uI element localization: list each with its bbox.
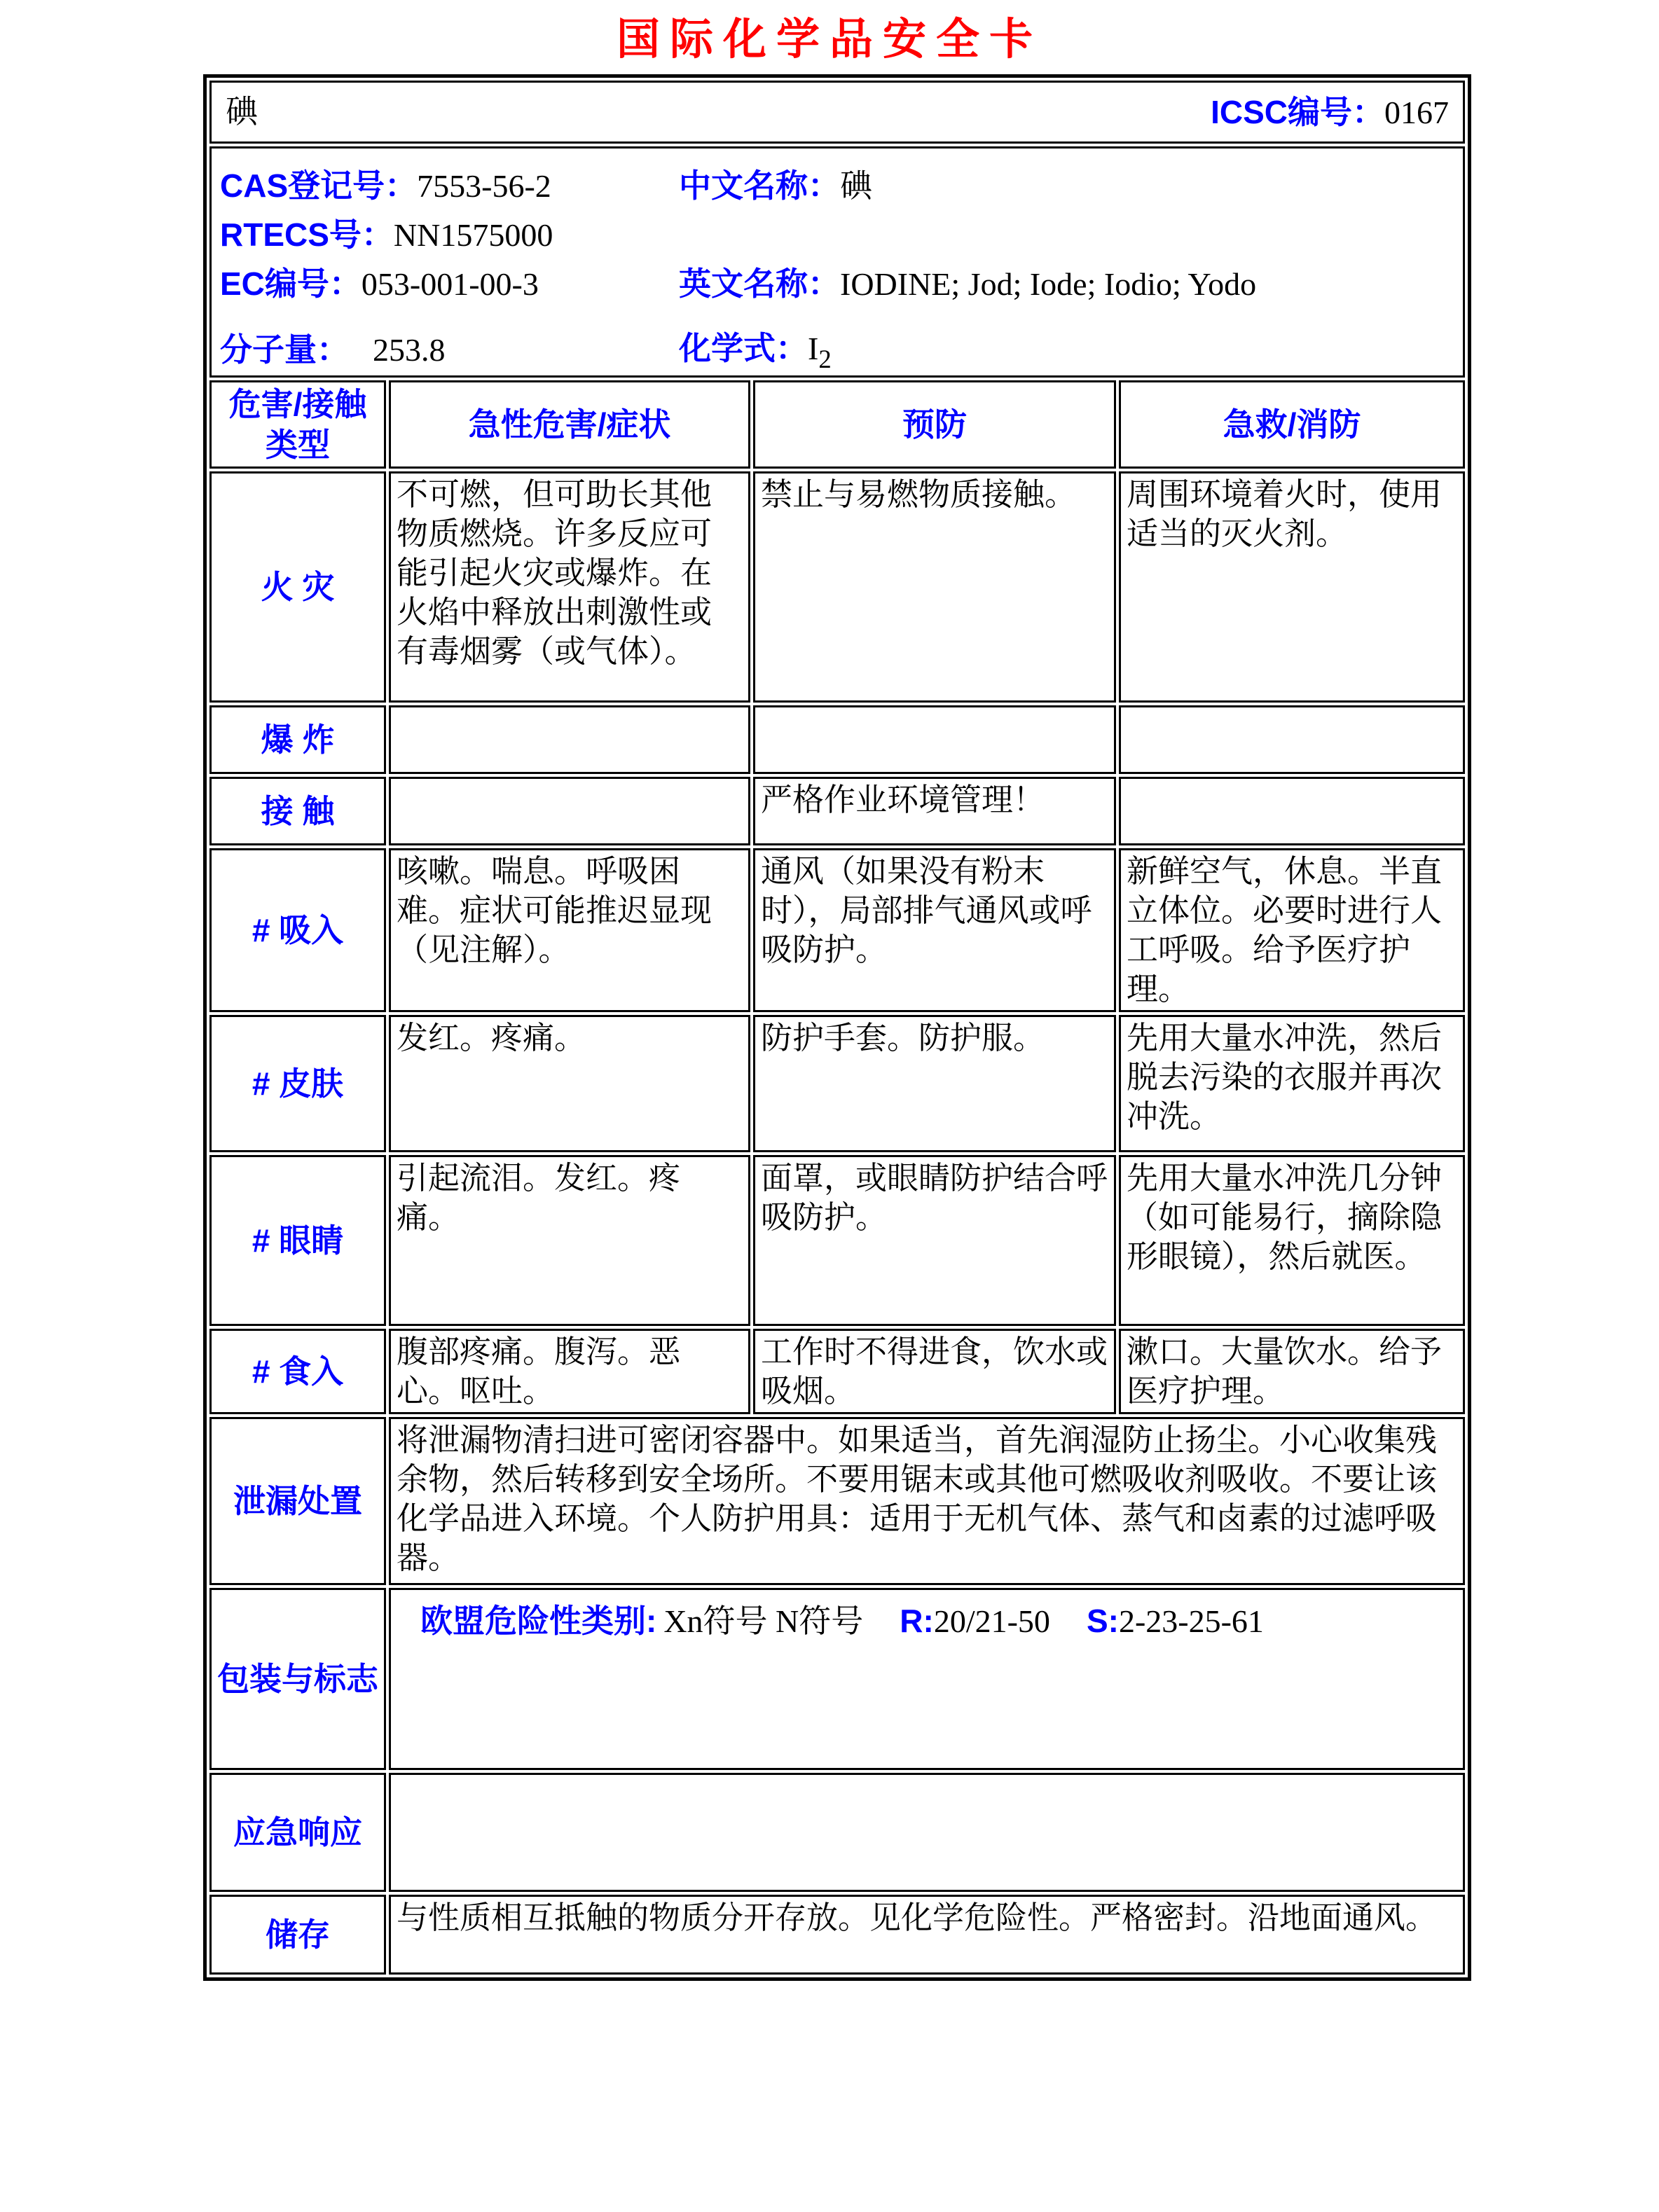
row-exposure [209,777,1465,845]
exposure-firstaid-cell [1119,777,1465,845]
header-prevention: 预防 [753,380,1116,469]
formula-subscript: 2 [818,345,832,374]
r-phrases-value: 20/21-50 [933,1603,1050,1639]
explosion-type-label: 爆 炸 [209,705,386,774]
skin-hazards-cell: 发红。疼痛。 [389,1015,750,1152]
emergency-label: 应急响应 [209,1773,386,1892]
cn-name-label: 中文名称： [679,167,840,204]
molweight-label: 分子量： [220,331,349,368]
molweight-formula-line [220,325,1454,374]
fire-prevention-cell: 禁止与易燃物质接触。 [753,471,1116,703]
cas-label: CAS登记号： [220,167,418,204]
row-ingestion [209,1329,1465,1414]
row-fire [209,471,1465,703]
packaging-label: 包装与标志 [209,1588,386,1770]
row-emergency [209,1773,1465,1892]
rtecs-value: NN1575000 [393,216,553,253]
s-phrases-value: 2-23-25-61 [1118,1603,1264,1639]
icsc-number-block [1211,92,1449,132]
exposure-prevention-cell: 严格作业环境管理！ [753,777,1116,845]
ingestion-prevention-cell: 工作时不得进食，饮水或吸烟。 [753,1329,1116,1414]
en-name-value: IODINE; Jod; Iode; Iodio; Yodo [840,265,1257,302]
explosion-prevention-cell [753,705,1116,774]
emergency-content-cell [389,1773,1465,1892]
inhalation-prevention-cell: 通风（如果没有粉末时），局部排气通风或呼吸防护。 [753,848,1116,1012]
exposure-hazards-cell [389,777,750,845]
cn-name-value: 碘 [840,167,872,204]
icsc-number-value: 0167 [1384,94,1450,130]
row-skin [209,1015,1465,1152]
eyes-prevention-cell: 面罩，或眼睛防护结合呼吸防护。 [753,1155,1116,1326]
identifiers-row [209,146,1465,378]
fire-hazards-cell: 不可燃，但可助长其他物质燃烧。许多反应可能引起火灾或爆炸。在火焰中释放出刺激性或有毒烟雾（或气体）。 [389,471,750,703]
ec-number-value: 053-001-00-3 [361,265,539,302]
r-phrases-label: R: [900,1603,934,1639]
row-spillage [209,1417,1465,1585]
row-packaging [209,1588,1465,1770]
row-eyes [209,1155,1465,1326]
ingestion-hazards-cell: 腹部疼痛。腹泻。恶心。呕吐。 [389,1329,750,1414]
packaging-content-cell [389,1588,1465,1770]
identifiers-cell [209,146,1465,378]
explosion-hazards-cell [389,705,750,774]
ec-number-label: EC编号： [220,265,362,302]
skin-firstaid-cell: 先用大量水冲洗，然后脱去污染的衣服并再次冲洗。 [1119,1015,1465,1152]
row-storage [209,1895,1465,1975]
spillage-content-cell: 将泄漏物清扫进可密闭容器中。如果适当，首先润湿防止扬尘。小心收集残余物，然后转移到安全场所。不要用锯末或其他可燃吸收剂吸收。不要让该化学品进入环境。个人防护用具：适用于无机气体、蒸气和卤素的过滤呼吸器。 [389,1417,1465,1585]
icsc-number-label: ICSC编号： [1211,93,1385,130]
storage-label: 储存 [209,1895,386,1975]
fire-firstaid-cell: 周围环境着火时，使用适当的灭火剂。 [1119,471,1465,703]
inhalation-type-label: # 吸入 [209,848,386,1012]
header-firstaid-firefighting: 急救/消防 [1119,380,1465,469]
row-explosion [209,705,1465,774]
ingestion-firstaid-cell: 漱口。大量饮水。给予医疗护理。 [1119,1329,1465,1414]
eyes-hazards-cell: 引起流泪。发红。疼痛。 [389,1155,750,1326]
substance-header-row [209,81,1465,144]
header-acute-hazards: 急性危害/症状 [389,380,750,469]
skin-type-label: # 皮肤 [209,1015,386,1152]
s-phrases-label: S: [1086,1603,1119,1639]
formula-label: 化学式： [679,330,808,366]
formula-base: I [808,331,819,366]
row-inhalation [209,848,1465,1012]
ec-line [220,259,1454,308]
eyes-firstaid-cell: 先用大量水冲洗几分钟（如可能易行，摘除隐形眼镜），然后就医。 [1119,1155,1465,1326]
eyes-type-label: # 眼睛 [209,1155,386,1326]
storage-content-cell: 与性质相互抵触的物质分开存放。见化学危险性。严格密封。沿地面通风。 [389,1895,1465,1975]
molweight-value: 253.8 [373,331,446,368]
rtecs-line [220,210,1454,259]
icsc-card-table [203,74,1471,1981]
inhalation-hazards-cell: 咳嗽。喘息。呼吸困难。症状可能推迟显现（见注解）。 [389,848,750,1012]
substance-name: 碘 [226,94,258,130]
skin-prevention-cell: 防护手套。防护服。 [753,1015,1116,1152]
spillage-label: 泄漏处置 [209,1417,386,1585]
cas-line [220,161,1454,210]
eu-class-value: Xn符号 N符号 [663,1603,864,1639]
exposure-type-label: 接 触 [209,777,386,845]
rtecs-label: RTECS号： [220,216,394,253]
ingestion-type-label: # 食入 [209,1329,386,1414]
explosion-firstaid-cell [1119,705,1465,774]
substance-header-cell [209,81,1465,144]
header-hazard-type: 危害/接触 类型 [209,380,386,469]
page-title: 国际化学品安全卡 [616,13,1042,64]
eu-class-label: 欧盟危险性类别: [420,1603,657,1639]
cas-value: 7553-56-2 [417,167,551,204]
en-name-label: 英文名称： [679,265,840,302]
fire-type-label: 火 灾 [209,471,386,703]
eu-classification-line [397,1591,1457,1641]
hazard-table-header-row [209,380,1465,469]
inhalation-firstaid-cell: 新鲜空气，休息。半直立体位。必要时进行人工呼吸。给予医疗护理。 [1119,848,1465,1012]
